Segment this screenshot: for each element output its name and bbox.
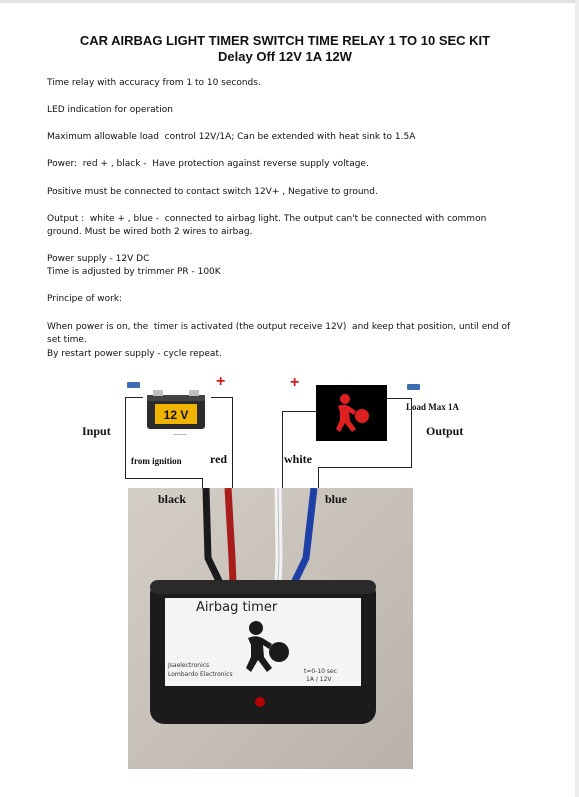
load-minus-sign	[407, 384, 420, 390]
spec-supply: Power supply - 12V DC	[47, 254, 150, 264]
wire-label-black: black	[158, 492, 187, 506]
page-title: CAR AIRBAG LIGHT TIMER SWITCH TIME RELAY 1 TO 10 SEC KIT	[79, 33, 491, 48]
principle-line3: By restart power supply - cycle repeat.	[47, 349, 222, 359]
spec-led: LED indication for operation	[47, 105, 173, 115]
spec-power: Power: red + , black - Have protection against reverse supply voltage.	[47, 159, 369, 169]
airbag-warning-icon	[316, 385, 387, 441]
load-max-label: Load Max 1A	[406, 402, 460, 412]
wire-label-blue: blue	[325, 492, 348, 506]
page-top-edge	[0, 0, 579, 3]
device-label-brand1: Jsaelectronics	[168, 662, 210, 669]
spec-load: Maximum allowable load control 12V/1A; Can be extended with heat sink to 1.5A	[47, 132, 416, 142]
battery-plus-sign: +	[216, 373, 226, 390]
principle-heading: Principe of work:	[47, 294, 123, 304]
load-plus-sign: +	[290, 374, 300, 391]
wire-label-white: white	[284, 452, 312, 466]
page-right-edge	[575, 0, 579, 797]
device-label-title: Airbag timer	[196, 600, 278, 615]
battery-minus-sign	[127, 382, 140, 388]
battery-icon	[143, 386, 211, 438]
device-label-brand2: Lombardo Electronics	[168, 671, 233, 678]
principle-line1: When power is on, the timer is activated (the output receive 12V) and keep that position, until end of	[47, 322, 511, 332]
page-subtitle: Delay Off 12V 1A 12W	[218, 49, 352, 64]
input-label: Input	[82, 424, 111, 438]
spec-output-line2: ground. Must be wired both 2 wires to airbag.	[47, 227, 253, 237]
device-photo	[128, 488, 413, 769]
spec-accuracy: Time relay with accuracy from 1 to 10 seconds.	[47, 78, 261, 88]
spec-output-line1: Output : white + , blue - connected to airbag light. The output can't be connected with common	[47, 214, 487, 224]
battery-voltage-text: 12 V	[163, 408, 189, 422]
spec-positive: Positive must be connected to contact switch 12V+ , Negative to ground.	[47, 187, 378, 197]
device-label-spec-rating: 1A / 12V	[306, 676, 332, 683]
device-label-spec-time: t=0-10 sec	[304, 668, 338, 675]
airbag-symbol-icon	[228, 616, 298, 678]
spec-trimmer: Time is adjusted by trimmer PR - 100K	[47, 267, 221, 277]
from-ignition-label: from ignition	[131, 456, 182, 466]
principle-line2: set time.	[47, 335, 87, 345]
wire-label-red: red	[210, 452, 228, 466]
output-label: Output	[426, 424, 464, 438]
